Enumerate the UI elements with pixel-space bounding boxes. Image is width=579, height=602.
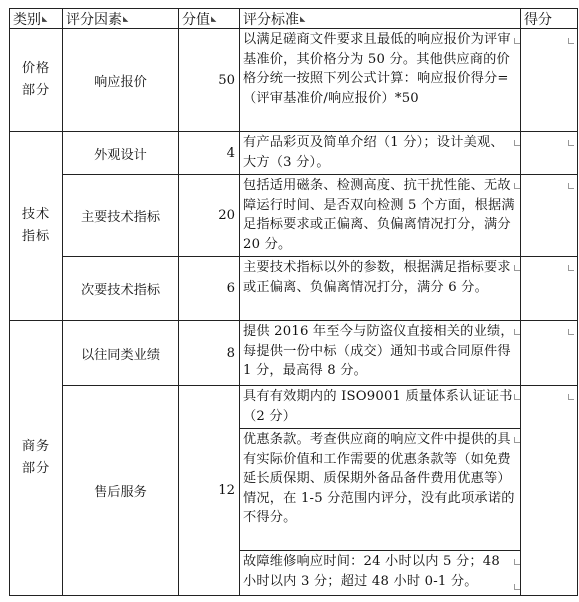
standard-main-tech	[240, 175, 520, 256]
dropdown-mark-icon: ◣	[123, 14, 129, 23]
header-score-label: 分值	[182, 11, 210, 28]
score-after-sales	[179, 386, 239, 595]
cell-corner-mark	[514, 437, 520, 443]
cell-corner-mark	[514, 265, 520, 271]
factor-main-tech	[63, 175, 178, 256]
got-after-sales[interactable]	[521, 386, 577, 595]
header-standard-label: 评分标准	[243, 11, 299, 28]
cell-corner-mark	[514, 394, 520, 400]
category-tech	[10, 132, 62, 320]
standard-after-sales-response	[240, 551, 520, 595]
factor-minor-tech	[63, 257, 178, 320]
cell-corner-mark	[568, 38, 574, 44]
cell-corner-mark	[568, 183, 574, 189]
standard-minor-tech-text: 主要技术指标以外的参数，根据满足指标要求或正偏离、负偏离情况打分，满分 6 分。	[243, 260, 511, 295]
header-factor	[63, 9, 178, 28]
category-business	[10, 321, 62, 595]
standard-after-sales-iso-text: 具有有效期内的 ISO9001 质量体系认证证书（2 分）	[243, 389, 513, 424]
factor-main-tech-label: 主要技术指标	[80, 210, 161, 225]
standard-after-sales-iso	[240, 386, 520, 428]
standard-appearance-text: 有产品彩页及简单介绍（1 分）；设计美观、大方（3 分）。	[243, 135, 504, 170]
standard-past-performance-text: 提供 2016 年至今与防盗仪直接相关的业绩，每提供一份中标（成交）通知书或合同原件得 1 分，最高得 8 分。	[243, 324, 514, 378]
cell-corner-mark	[568, 140, 574, 146]
standard-main-tech-text: 包括适用磁条、检测高度、抗干扰性能、无故障运行时间、是否双向检测 5 个方面，根据满足指标要求或正偏离、负偏离情况打分，满分 20 分。	[243, 178, 515, 252]
standard-appearance	[240, 132, 520, 174]
standard-minor-tech	[240, 257, 520, 320]
cell-corner-mark	[568, 265, 574, 271]
standard-after-sales-offer	[240, 429, 520, 550]
cell-corner-mark	[514, 38, 520, 44]
standard-after-sales-response-text: 故障维修响应时间：24 小时以内 5 分；48 小时以内 3 分；超过 48 小时 0-1 分。	[243, 554, 500, 589]
header-factor-label: 评分因素	[66, 11, 122, 28]
score-after-sales-value: 12	[218, 483, 235, 498]
header-standard	[240, 9, 520, 28]
factor-minor-tech-label: 次要技术指标	[80, 283, 161, 298]
header-category-label: 类别	[13, 11, 41, 28]
score-minor-tech-value: 6	[226, 281, 235, 296]
factor-after-sales	[63, 386, 178, 595]
cell-corner-mark	[514, 183, 520, 189]
factor-appearance	[63, 132, 178, 174]
factor-past-performance-label: 以往同类业绩	[80, 347, 161, 363]
dropdown-mark-icon: ◣	[300, 14, 306, 23]
standard-price	[240, 29, 520, 131]
standard-after-sales-offer-text: 优惠条款。考查供应商的响应文件中提供的具有实际价值和工作需要的优惠条款等（如免费延长质保期、质保期外备品备件费用优惠等）情况，在 1-5 分范围内评分，没有此项承诺的不得分。	[243, 432, 515, 525]
category-business-label: 商务 部分	[21, 439, 51, 476]
category-price-label: 价格 部分	[21, 61, 51, 98]
standard-price-text: 以满足磋商文件要求且最低的响应报价为评审基准价，其价格分为 50 分。其他供应商的价格分统一按照下列公式计算：响应报价得分=（评审基准价/响应报价）*50	[243, 32, 511, 106]
category-price	[10, 29, 62, 131]
score-past-performance	[179, 321, 239, 385]
got-appearance[interactable]	[521, 132, 577, 174]
dropdown-mark-icon: ◣	[211, 14, 217, 23]
cell-corner-mark	[568, 394, 574, 400]
cell-corner-mark	[514, 140, 520, 146]
score-main-tech-value: 20	[218, 208, 235, 223]
factor-price	[63, 29, 178, 131]
got-price[interactable]	[521, 29, 577, 131]
cell-corner-mark	[514, 329, 520, 335]
cell-corner-mark	[568, 329, 574, 335]
score-price	[179, 29, 239, 131]
score-main-tech	[179, 175, 239, 256]
standard-past-performance	[240, 321, 520, 385]
cell-corner-mark	[514, 559, 520, 565]
header-got-label: 得分	[524, 11, 552, 28]
category-tech-label: 技术 指标	[21, 207, 51, 244]
header-category	[10, 9, 62, 28]
score-price-value: 50	[218, 72, 235, 88]
cell-corner-mark	[514, 584, 520, 590]
score-past-performance-value: 8	[226, 345, 235, 361]
factor-after-sales-label: 售后服务	[94, 485, 147, 500]
factor-price-label: 响应报价	[94, 74, 147, 90]
header-score	[179, 9, 239, 28]
score-appearance-value: 4	[226, 145, 235, 161]
header-got	[521, 9, 577, 28]
factor-past-performance	[63, 321, 178, 385]
factor-appearance-label: 外观设计	[94, 147, 147, 163]
dropdown-mark-icon: ◣	[42, 14, 48, 23]
score-appearance	[179, 132, 239, 174]
score-minor-tech	[179, 257, 239, 320]
